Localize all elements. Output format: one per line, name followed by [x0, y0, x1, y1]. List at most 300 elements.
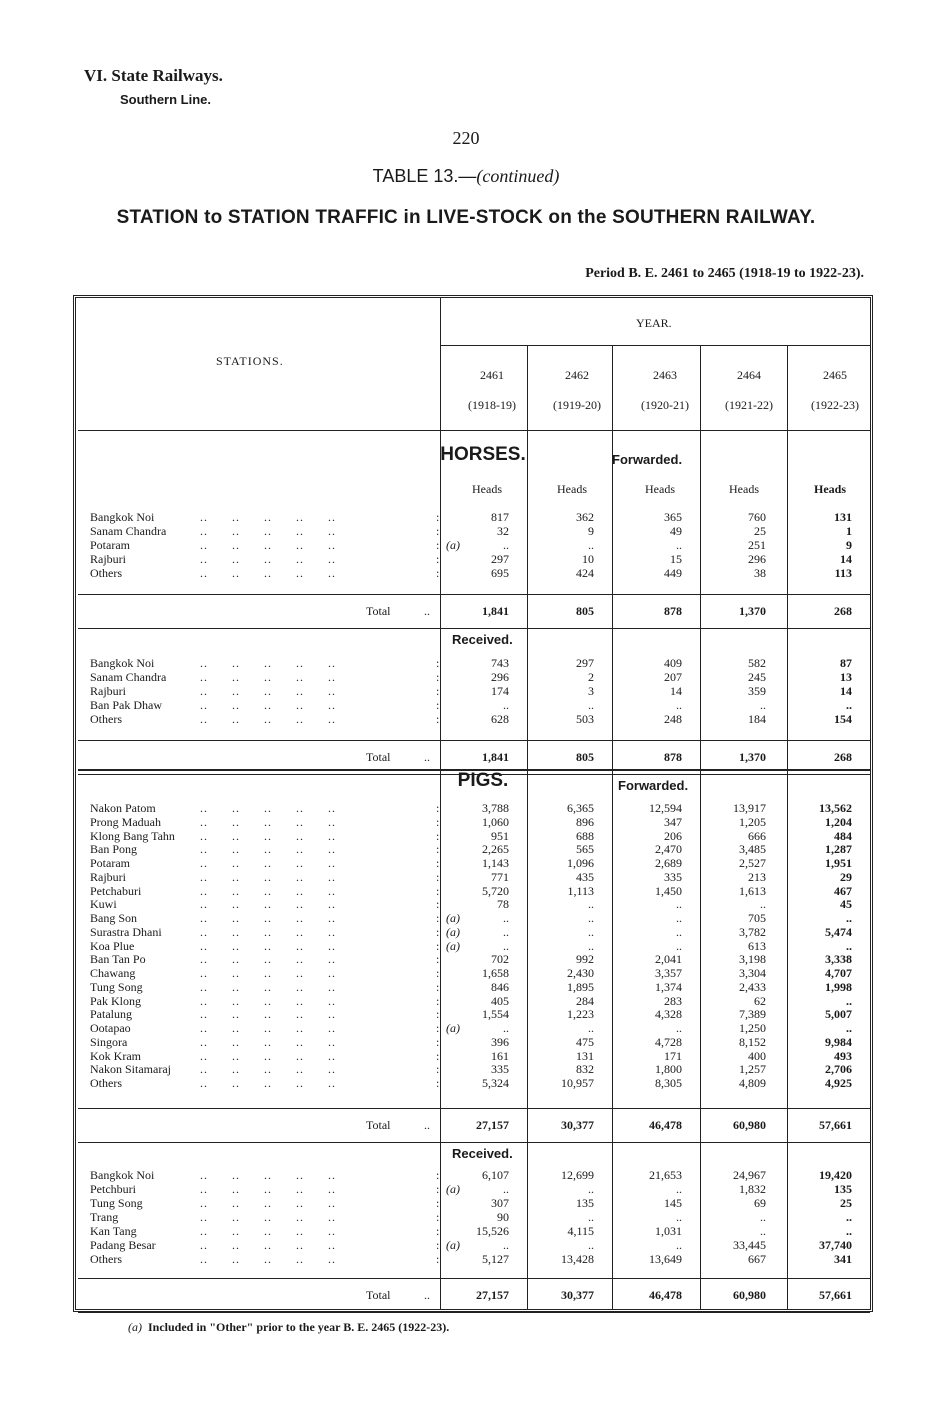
pig-forwarded-value: 1,096: [567, 856, 594, 870]
leader-dots: ..: [424, 750, 430, 764]
total-label: Total: [366, 604, 391, 618]
leader-dots: .. .. .. .. ..: [200, 897, 336, 912]
horse-received-value: 2: [588, 670, 594, 684]
pig-forwarded-station: Nakon Patom: [90, 801, 156, 815]
horse-received-value: 13: [840, 670, 852, 684]
colon-rule: :: [436, 911, 440, 925]
colon-rule: :: [436, 1007, 440, 1022]
pig-received-value: 69: [754, 1196, 766, 1210]
footnote-mark: (a): [446, 538, 460, 552]
footnote-mark: (a): [446, 1021, 460, 1035]
year-span-header: (1921-22): [725, 398, 773, 412]
pig-received-value: 13,649: [649, 1252, 682, 1266]
horse-forwarded-value: 15: [670, 552, 682, 566]
pig-forwarded-value: 1,223: [567, 1007, 594, 1022]
pig-received-total: 46,478: [649, 1288, 682, 1302]
pig-forwarded-station: Prong Maduah: [90, 814, 161, 829]
pig-received-station: Petchburi: [90, 1182, 136, 1196]
pig-received-value: ..: [760, 1210, 766, 1224]
pig-forwarded-value: 2,041: [655, 952, 682, 967]
colon-rule: :: [436, 979, 440, 994]
total-label: Total: [366, 750, 391, 764]
horse-forwarded-value: ..: [503, 538, 509, 552]
year-column-header: 2463: [653, 368, 677, 382]
pig-forwarded-station: Surastra Dhani: [90, 924, 162, 939]
pig-forwarded-total: 30,377: [561, 1118, 594, 1132]
pig-received-value: ..: [846, 1224, 852, 1238]
horse-forwarded-value: ..: [676, 538, 682, 552]
horse-received-value: ..: [760, 698, 766, 712]
colon-rule: :: [436, 1210, 440, 1224]
colon-rule: :: [436, 814, 440, 829]
pig-forwarded-value: 688: [576, 828, 594, 843]
leader-dots: .. .. .. .. ..: [200, 1007, 336, 1022]
pig-forwarded-value: 2,430: [567, 966, 594, 980]
forwarded-heading: Forwarded.: [618, 778, 689, 793]
pig-forwarded-value: 13,562: [819, 801, 852, 815]
year-header: YEAR.: [636, 316, 672, 330]
row-rule: [78, 430, 870, 431]
leader-dots: .. .. .. .. ..: [200, 842, 336, 857]
horse-received-value: ..: [588, 698, 594, 712]
horse-forwarded-value: 14: [840, 552, 852, 566]
horse-forwarded-value: 10: [582, 552, 594, 566]
pig-forwarded-value: 1,658: [482, 966, 509, 980]
pig-received-station: Others: [90, 1252, 122, 1266]
horse-received-total: 878: [664, 750, 682, 764]
colon-rule: :: [436, 993, 440, 1008]
leader-dots: .. .. .. .. ..: [200, 828, 336, 843]
footnote-mark: (a): [446, 924, 460, 939]
horse-forwarded-value: 32: [497, 524, 509, 538]
horse-received-value: ..: [676, 698, 682, 712]
leader-dots: .. .. .. .. ..: [200, 670, 336, 684]
colon-rule: :: [436, 1062, 440, 1077]
total-label: Total: [366, 1288, 391, 1302]
leader-dots: .. .. .. .. ..: [200, 814, 336, 829]
pig-forwarded-station: Potaram: [90, 856, 130, 870]
leader-dots: .. .. .. .. ..: [200, 869, 336, 884]
colon-rule: :: [436, 828, 440, 843]
colon-rule: :: [436, 698, 440, 712]
colon-rule: :: [436, 1168, 440, 1182]
horse-received-value: 297: [576, 656, 594, 670]
pig-forwarded-station: Rajburi: [90, 869, 126, 884]
pig-forwarded-value: 1,257: [739, 1062, 766, 1077]
colon-rule: :: [436, 869, 440, 884]
horse-received-value: 359: [748, 684, 766, 698]
leader-dots: .. .. .. .. ..: [200, 1168, 336, 1182]
horse-received-value: 3: [588, 684, 594, 698]
footnote-text: Included in "Other" prior to the year B. E. 2465 (1922-23).: [148, 1320, 450, 1334]
leader-dots: .. .. .. .. ..: [200, 656, 336, 670]
leader-dots: .. .. .. .. ..: [200, 1210, 336, 1224]
pig-forwarded-value: 3,485: [739, 842, 766, 857]
pig-forwarded-value: 2,265: [482, 842, 509, 857]
pig-forwarded-value: 6,365: [567, 801, 594, 815]
pigs-heading: PIGS.: [457, 770, 509, 791]
leader-dots: .. .. .. .. ..: [200, 524, 336, 538]
horse-received-value: 154: [834, 712, 852, 726]
pig-forwarded-value: 2,689: [655, 856, 682, 870]
row-rule: [78, 1278, 870, 1279]
pig-forwarded-value: 1,113: [567, 883, 594, 898]
pig-received-total: 27,157: [476, 1288, 509, 1302]
horse-forwarded-value: 113: [834, 566, 852, 580]
pig-forwarded-value: 666: [748, 828, 766, 843]
horse-forwarded-value: 817: [491, 510, 509, 524]
pig-forwarded-station: Nakon Sitamaraj: [90, 1062, 171, 1077]
unit-label: Heads: [729, 482, 759, 496]
pig-forwarded-value: ..: [676, 897, 682, 912]
pig-forwarded-station: Kuwi: [90, 897, 117, 912]
pig-forwarded-station: Others: [90, 1076, 122, 1090]
pig-received-station: Trang: [90, 1210, 119, 1224]
horse-received-value: 174: [491, 684, 509, 698]
pig-forwarded-station: Singora: [90, 1034, 128, 1049]
pig-forwarded-value: 3,357: [655, 966, 682, 980]
colon-rule: :: [436, 1224, 440, 1238]
leader-dots: .. .. .. .. ..: [200, 924, 336, 939]
row-rule: [78, 594, 870, 595]
horse-forwarded-station: Rajburi: [90, 552, 126, 566]
pig-forwarded-value: ..: [503, 938, 509, 953]
pig-forwarded-station: Koa Plue: [90, 938, 135, 953]
leader-dots: .. .. .. .. ..: [200, 883, 336, 898]
pig-received-value: ..: [588, 1182, 594, 1196]
pig-forwarded-value: 7,389: [739, 1007, 766, 1022]
pig-forwarded-value: 2,527: [739, 856, 766, 870]
pig-received-value: 1,832: [739, 1182, 766, 1196]
pig-forwarded-station: Chawang: [90, 966, 136, 980]
horse-forwarded-value: 1: [846, 524, 852, 538]
pig-received-value: ..: [676, 1238, 682, 1252]
horse-received-station: Rajburi: [90, 684, 126, 698]
pig-forwarded-value: ..: [846, 993, 852, 1008]
colon-rule: :: [436, 1021, 440, 1035]
pig-received-value: 145: [664, 1196, 682, 1210]
pig-forwarded-station: Ootapao: [90, 1021, 131, 1035]
horse-forwarded-value: 131: [834, 510, 852, 524]
pig-forwarded-value: 1,951: [825, 856, 852, 870]
pig-forwarded-value: ..: [846, 1021, 852, 1035]
pig-received-station: Kan Tang: [90, 1224, 137, 1238]
colon-rule: :: [436, 566, 440, 580]
pig-forwarded-value: 475: [576, 1034, 594, 1049]
pig-forwarded-value: 4,809: [739, 1076, 766, 1090]
pig-forwarded-total: 60,980: [733, 1118, 766, 1132]
footnote-mark: (a): [446, 911, 460, 925]
leader-dots: .. .. .. .. ..: [200, 1076, 336, 1090]
leader-dots: .. .. .. .. ..: [200, 698, 336, 712]
page-title: STATION to STATION TRAFFIC in LIVE-STOCK on the SOUTHERN RAILWAY.: [116, 207, 816, 228]
colon-rule: :: [436, 684, 440, 698]
horse-forwarded-station: Sanam Chandra: [90, 524, 167, 538]
pig-forwarded-value: 4,707: [825, 966, 852, 980]
pig-received-value: ..: [503, 1238, 509, 1252]
unit-label: Heads: [472, 482, 502, 496]
pig-forwarded-station: Tung Song: [90, 979, 143, 994]
colon-rule: :: [436, 938, 440, 953]
horse-forwarded-value: 25: [754, 524, 766, 538]
pig-forwarded-value: 9,984: [825, 1034, 852, 1049]
pig-forwarded-value: 335: [664, 869, 682, 884]
pig-forwarded-station: Petchaburi: [90, 883, 142, 898]
horse-forwarded-station: Others: [90, 566, 122, 580]
pig-forwarded-value: 213: [748, 869, 766, 884]
pig-forwarded-value: 405: [491, 993, 509, 1008]
horse-forwarded-value: 760: [748, 510, 766, 524]
leader-dots: .. .. .. .. ..: [200, 538, 336, 552]
pig-received-value: ..: [588, 1238, 594, 1252]
horse-received-value: 503: [576, 712, 594, 726]
horse-received-value: 582: [748, 656, 766, 670]
horse-received-value: 245: [748, 670, 766, 684]
colon-rule: :: [436, 670, 440, 684]
pig-forwarded-value: 565: [576, 842, 594, 857]
horse-received-value: 14: [840, 684, 852, 698]
pig-forwarded-value: ..: [760, 897, 766, 912]
pig-forwarded-value: 12,594: [649, 801, 682, 815]
pig-forwarded-value: 832: [576, 1062, 594, 1077]
pig-forwarded-value: 3,338: [825, 952, 852, 967]
leader-dots: .. .. .. .. ..: [200, 1182, 336, 1196]
pig-forwarded-value: 771: [491, 869, 509, 884]
leader-dots: .. .. .. .. ..: [200, 566, 336, 580]
horse-received-value: 743: [491, 656, 509, 670]
horse-received-value: 184: [748, 712, 766, 726]
colon-rule: :: [436, 1238, 440, 1252]
pig-received-value: 21,653: [649, 1168, 682, 1182]
pig-forwarded-value: ..: [503, 1021, 509, 1035]
pig-received-value: 667: [748, 1252, 766, 1266]
pig-received-value: 33,445: [733, 1238, 766, 1252]
colon-rule: :: [436, 1076, 440, 1090]
colon-rule: :: [436, 801, 440, 815]
leader-dots: .. .. .. .. ..: [200, 1196, 336, 1210]
received-heading: Received.: [452, 632, 513, 647]
pig-forwarded-value: ..: [588, 1021, 594, 1035]
pig-forwarded-value: 1,800: [655, 1062, 682, 1077]
pig-forwarded-station: Ban Tan Po: [90, 952, 146, 967]
colon-rule: :: [436, 842, 440, 857]
row-rule: [78, 1312, 870, 1313]
colon-rule: :: [436, 1182, 440, 1196]
pig-forwarded-value: 171: [664, 1048, 682, 1063]
pig-forwarded-value: 1,250: [739, 1021, 766, 1035]
pig-forwarded-value: 3,304: [739, 966, 766, 980]
pig-forwarded-value: 846: [491, 979, 509, 994]
horse-forwarded-value: 49: [670, 524, 682, 538]
pig-forwarded-value: 992: [576, 952, 594, 967]
pig-forwarded-value: 1,613: [739, 883, 766, 898]
pig-forwarded-value: ..: [588, 911, 594, 925]
unit-label: Heads: [645, 482, 675, 496]
horse-received-value: 409: [664, 656, 682, 670]
pig-received-value: ..: [588, 1210, 594, 1224]
colon-rule: :: [436, 897, 440, 912]
pig-forwarded-value: 1,895: [567, 979, 594, 994]
pig-forwarded-value: 5,324: [482, 1076, 509, 1090]
footnote: [128, 1320, 449, 1335]
horse-forwarded-value: 424: [576, 566, 594, 580]
pig-forwarded-value: 1,998: [825, 979, 852, 994]
year-span-header: (1918-19): [468, 398, 516, 412]
pig-forwarded-value: 1,060: [482, 814, 509, 829]
horse-forwarded-value: 449: [664, 566, 682, 580]
pig-forwarded-value: ..: [846, 911, 852, 925]
pig-received-total: 30,377: [561, 1288, 594, 1302]
horse-received-total: 805: [576, 750, 594, 764]
pig-forwarded-value: 3,198: [739, 952, 766, 967]
pig-forwarded-value: 29: [840, 869, 852, 884]
colon-rule: :: [436, 1034, 440, 1049]
leader-dots: .. .. .. .. ..: [200, 510, 336, 524]
horse-forwarded-total: 805: [576, 604, 594, 618]
pig-forwarded-value: 161: [491, 1048, 509, 1063]
horse-received-total: 268: [834, 750, 852, 764]
pig-received-value: 12,699: [561, 1168, 594, 1182]
horse-received-station: Sanam Chandra: [90, 670, 167, 684]
colon-rule: :: [436, 538, 440, 552]
period-line: Period B. E. 2461 to 2465 (1918-19 to 1922-23).: [585, 266, 864, 281]
pig-received-value: 24,967: [733, 1168, 766, 1182]
leader-dots: .. .. .. .. ..: [200, 1048, 336, 1063]
horse-received-value: ..: [846, 698, 852, 712]
pig-forwarded-value: ..: [676, 938, 682, 953]
pig-received-station: Bangkok Noi: [90, 1168, 155, 1182]
row-rule: [78, 1108, 870, 1109]
pig-received-value: ..: [846, 1210, 852, 1224]
table-label-text: TABLE 13.—: [372, 166, 477, 186]
pig-received-total: 60,980: [733, 1288, 766, 1302]
received-heading: Received.: [452, 1146, 513, 1161]
stations-header: STATIONS.: [216, 354, 284, 368]
pig-forwarded-value: 2,433: [739, 979, 766, 994]
pig-forwarded-value: 78: [497, 897, 509, 912]
footnote-mark: (a): [128, 1320, 142, 1334]
leader-dots: .. .. .. .. ..: [200, 938, 336, 953]
horse-forwarded-total: 1,841: [482, 604, 509, 618]
leader-dots: .. .. .. .. ..: [200, 552, 336, 566]
row-rule: [78, 1142, 870, 1143]
pig-forwarded-value: 951: [491, 828, 509, 843]
total-label: Total: [366, 1118, 391, 1132]
footnote-mark: (a): [446, 1238, 460, 1252]
pig-received-value: 13,428: [561, 1252, 594, 1266]
year-column-header: 2462: [565, 368, 589, 382]
unit-label: Heads: [557, 482, 587, 496]
leader-dots: .. .. .. .. ..: [200, 712, 336, 726]
pig-forwarded-value: 283: [664, 993, 682, 1008]
horse-received-value: 207: [664, 670, 682, 684]
pig-forwarded-value: 1,205: [739, 814, 766, 829]
horse-forwarded-value: 296: [748, 552, 766, 566]
pig-received-value: 307: [491, 1196, 509, 1210]
pig-forwarded-value: 62: [754, 993, 766, 1008]
pig-forwarded-value: 45: [840, 897, 852, 912]
leader-dots: .. .. .. .. ..: [200, 1252, 336, 1266]
pig-forwarded-value: 467: [834, 883, 852, 898]
pig-forwarded-value: 613: [748, 938, 766, 953]
horse-forwarded-value: 251: [748, 538, 766, 552]
pig-received-value: 341: [834, 1252, 852, 1266]
colon-rule: :: [436, 510, 440, 524]
year-span-header: (1920-21): [641, 398, 689, 412]
year-span-header: (1922-23): [811, 398, 859, 412]
year-column-header: 2465: [823, 368, 847, 382]
horse-forwarded-value: 297: [491, 552, 509, 566]
pig-forwarded-value: 1,287: [825, 842, 852, 857]
colon-rule: :: [436, 924, 440, 939]
colon-rule: :: [436, 966, 440, 980]
year-column-header: 2461: [480, 368, 504, 382]
pig-forwarded-value: 335: [491, 1062, 509, 1077]
pig-forwarded-value: 5,007: [825, 1007, 852, 1022]
pig-forwarded-value: 435: [576, 869, 594, 884]
pig-forwarded-station: Kok Kram: [90, 1048, 141, 1063]
table-label-continued: (continued): [476, 166, 560, 186]
leader-dots: .. .. .. .. ..: [200, 966, 336, 980]
horse-received-station: Others: [90, 712, 122, 726]
pig-received-value: ..: [760, 1224, 766, 1238]
pig-forwarded-value: 484: [834, 828, 852, 843]
pig-forwarded-value: 4,728: [655, 1034, 682, 1049]
horse-received-value: 628: [491, 712, 509, 726]
pig-received-value: 25: [840, 1196, 852, 1210]
horse-received-total: 1,370: [739, 750, 766, 764]
horse-received-value: 248: [664, 712, 682, 726]
pig-received-value: 37,740: [819, 1238, 852, 1252]
pig-forwarded-station: Ban Pong: [90, 842, 138, 857]
leader-dots: .. .. .. .. ..: [200, 1021, 336, 1035]
horse-received-value: 87: [840, 656, 852, 670]
pig-forwarded-value: 284: [576, 993, 594, 1008]
leader-dots: .. .. .. .. ..: [200, 1224, 336, 1238]
page-number: 220: [452, 128, 480, 148]
pig-received-station: Tung Song: [90, 1196, 143, 1210]
horse-forwarded-value: 695: [491, 566, 509, 580]
horse-forwarded-station: Potaram: [90, 538, 130, 552]
pig-forwarded-value: 3,782: [739, 924, 766, 939]
pig-forwarded-value: 4,925: [825, 1076, 852, 1090]
year-span-header: (1919-20): [553, 398, 601, 412]
year-column-header: 2464: [737, 368, 761, 382]
horse-forwarded-total: 268: [834, 604, 852, 618]
colon-rule: :: [436, 524, 440, 538]
leader-dots: .. .. .. .. ..: [200, 856, 336, 870]
horse-forwarded-total: 1,370: [739, 604, 766, 618]
horse-forwarded-total: 878: [664, 604, 682, 618]
leader-dots: ..: [424, 1288, 430, 1302]
leader-dots: .. .. .. .. ..: [200, 1238, 336, 1252]
pig-forwarded-value: 8,305: [655, 1076, 682, 1090]
pig-forwarded-value: 396: [491, 1034, 509, 1049]
pig-forwarded-value: 896: [576, 814, 594, 829]
pig-forwarded-value: ..: [846, 938, 852, 953]
pig-forwarded-value: 5,720: [482, 883, 509, 898]
pig-forwarded-station: Pak Klong: [90, 993, 141, 1008]
footnote-mark: (a): [446, 1182, 460, 1196]
pig-forwarded-station: Klong Bang Tahn: [90, 828, 175, 843]
pig-forwarded-station: Bang Son: [90, 911, 138, 925]
forwarded-heading: Forwarded.: [612, 452, 683, 467]
unit-label: Heads: [813, 482, 846, 496]
colon-rule: :: [436, 1196, 440, 1210]
pig-forwarded-value: 5,474: [825, 924, 852, 939]
header-line-1: VI. State Railways.: [84, 66, 223, 85]
pig-forwarded-value: 4,328: [655, 1007, 682, 1022]
